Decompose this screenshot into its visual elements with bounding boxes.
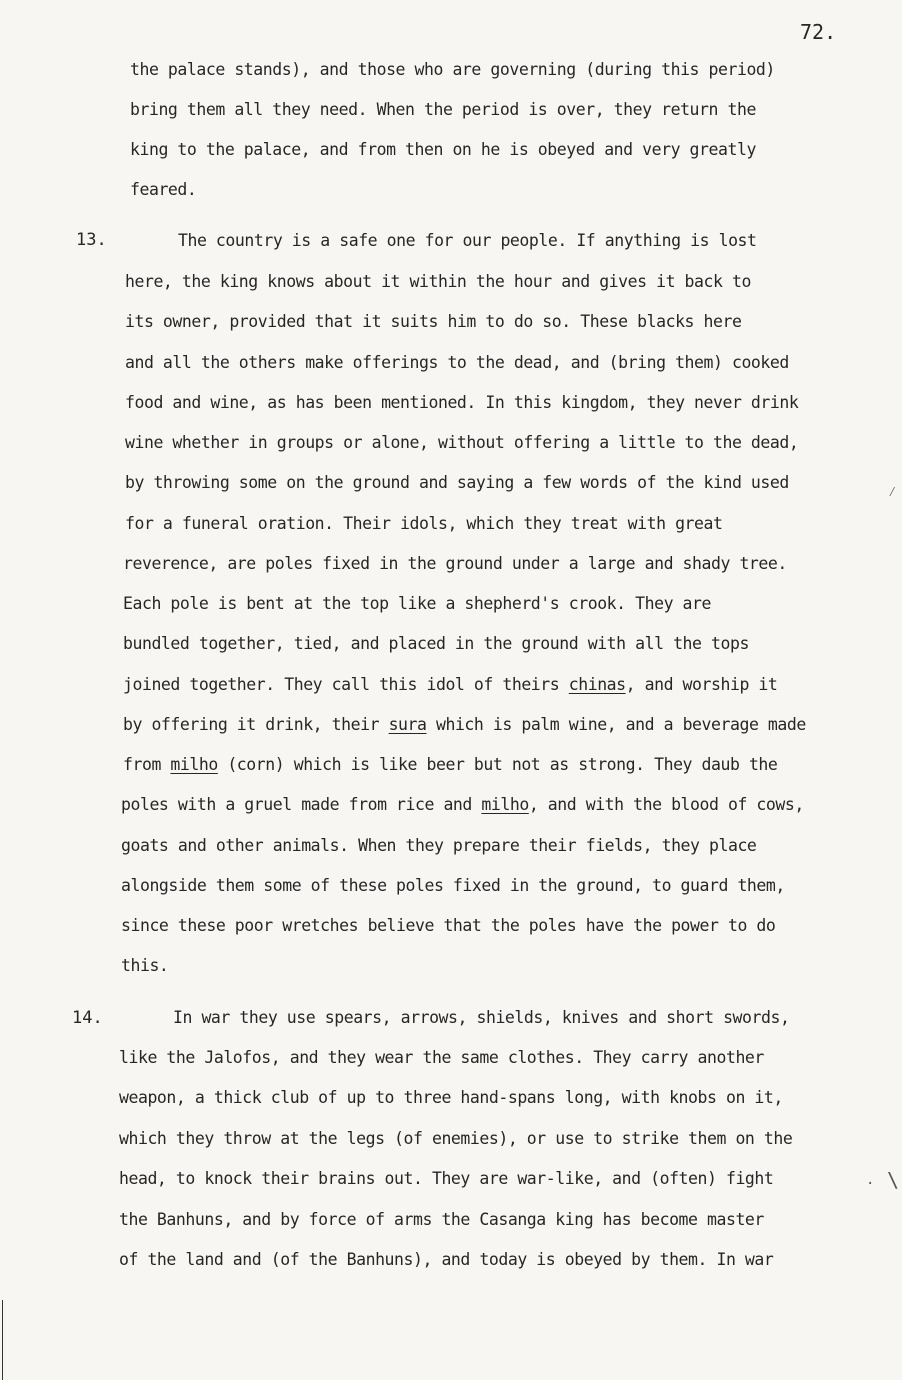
text-line: for a funeral oration. Their idols, which they treat with great [125,514,723,533]
text-line: Each pole is bent at the top like a shepherd's crook. They are [123,594,711,613]
text-line: reverence, are poles fixed in the ground under a large and shady tree. [123,554,787,573]
text-run: , and worship it [625,675,778,694]
paragraph-number: 14. [72,1008,103,1028]
page-number: 72. [800,20,837,44]
text-line: which they throw at the legs (of enemies), or use to strike them on the [119,1129,793,1148]
text-line [123,757,777,774]
text-line: and all the others make offerings to the dead, and (bring them) cooked [125,353,789,372]
text-run: joined together. They call this idol of theirs [123,675,569,694]
underlined-term: chinas [568,675,626,694]
text-run: , and with the blood of cows, [528,795,804,814]
underlined-term: sura [388,715,427,734]
text-line [123,717,806,734]
text-line: wine whether in groups or alone, without offering a little to the dead, [125,433,799,452]
text-line: goats and other animals. When they prepare their fields, they place [121,836,757,855]
text-line: its owner, provided that it suits him to do so. These blacks here [125,312,742,331]
margin-tick-mark: ⁄ [888,484,897,500]
paragraph-number: 13. [76,230,107,250]
text-line: weapon, a thick club of up to three hand-spans long, with knobs on it, [119,1088,783,1107]
left-edge-rule [2,1300,3,1380]
text-line: bundled together, tied, and placed in the ground with all the tops [123,634,749,653]
text-line: here, the king knows about it within the hour and gives it back to [125,272,751,291]
text-run: by offering it drink, their [123,715,389,734]
text-line: feared. [130,180,197,199]
text-line: since these poor wretches believe that the poles have the power to do [121,916,776,935]
text-line: by throwing some on the ground and saying a few words of the kind used [125,473,789,492]
margin-slash-mark: \ [887,1168,900,1192]
text-line: head, to knock their brains out. They are war-like, and (often) fight [119,1169,774,1188]
text-run: from [123,755,171,774]
text-line: the Banhuns, and by force of arms the Casanga king has become master [119,1210,764,1229]
text-line: this. [121,956,169,975]
underlined-term: milho [481,795,529,814]
text-line: In war they use spears, arrows, shields, knives and short swords, [173,1008,790,1027]
text-line: like the Jalofos, and they wear the same clothes. They carry another [119,1048,764,1067]
text-run: which is palm wine, and a beverage made [426,715,806,734]
text-line [123,677,777,694]
margin-dot-mark: · [866,1176,875,1192]
text-line [121,797,804,814]
text-line: the palace stands), and those who are governing (during this period) [130,60,775,79]
text-line: The country is a safe one for our people. If anything is lost [178,231,757,250]
underlined-term: milho [170,755,218,774]
text-line: food and wine, as has been mentioned. In this kingdom, they never drink [125,393,799,412]
text-line: bring them all they need. When the period is over, they return the [130,100,756,119]
text-line: alongside them some of these poles fixed in the ground, to guard them, [121,876,785,895]
text-run: poles with a gruel made from rice and [121,795,482,814]
text-run: (corn) which is like beer but not as strong. They daub the [217,755,778,774]
text-line: of the land and (of the Banhuns), and today is obeyed by them. In war [119,1250,774,1269]
text-line: king to the palace, and from then on he is obeyed and very greatly [130,140,756,159]
